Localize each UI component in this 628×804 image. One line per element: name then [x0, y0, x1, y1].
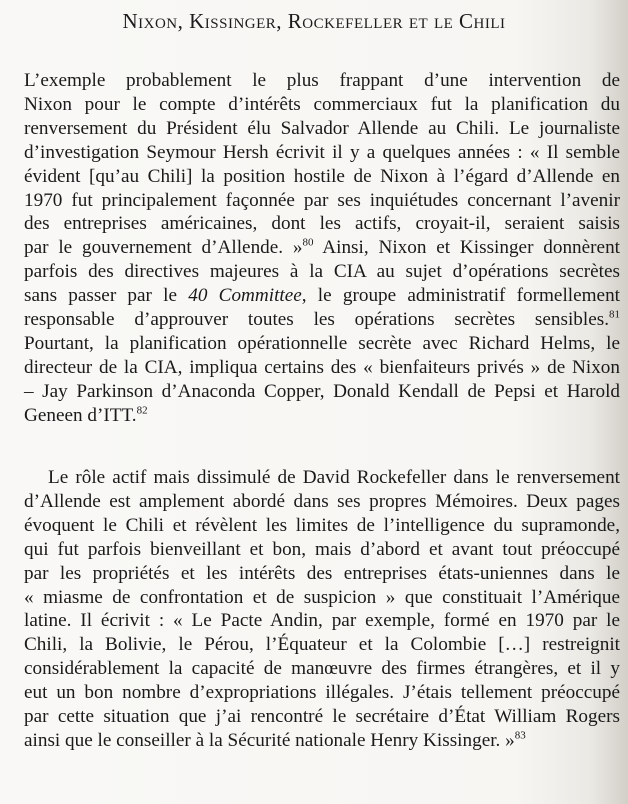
text-line: par les propriétés et les intérêts des entreprises états-uniennes dans le — [24, 562, 620, 584]
text-line: – Jay Parkinson d’Anaconda Copper, Donald Kendall de Pepsi et Harold — [24, 380, 620, 402]
text-line: parfois des directives majeures à la CIA au sujet d’opérations secrètes — [24, 261, 620, 283]
paragraph-1 — [24, 69, 620, 428]
text-line: directeur de la CIA, impliqua certains des « bienfaiteurs privés » de Nixon — [24, 356, 620, 378]
text-line: par cette situation que j’ai rencontré le secrétaire d’État William Rogers — [24, 706, 620, 728]
text-line: évident [qu’au Chili] la position hostile de Nixon à l’égard d’Allende en — [24, 165, 620, 187]
text-line-with-footnote — [24, 236, 620, 260]
paragraph-2 — [24, 466, 620, 753]
text-segment: Ainsi, Nixon et Kissinger donnèrent — [322, 237, 620, 259]
text-line: L’exemple probablement le plus frappant d’une intervention de — [24, 70, 620, 91]
text-segment: Geneen d’ITT. — [24, 404, 137, 426]
text-line: renversement du Président élu Salvador Allende au Chili. Le journaliste — [24, 117, 620, 139]
text-line: latine. Il écrivit : « Le Pacte Andin, par exemple, formé en 1970 par le — [24, 610, 620, 632]
text-line: d’investigation Seymour Hersh écrivit il y a quelques années : « Il semble — [24, 141, 620, 163]
text-segment: sans passer par le — [24, 285, 189, 307]
text-line: qui fut parfois bienveillant et bon, mais d’abord et avant tout préoccupé — [24, 538, 620, 560]
text-line-with-footnote — [24, 308, 620, 332]
text-line: eut un bon nombre d’expropriations illégales. J’étais tellement préoccupé — [24, 682, 620, 704]
text-line: Chili, la Bolivie, le Pérou, l’Équateur et la Colombie […] restreignit — [24, 634, 620, 656]
committee-name: 40 Committee — [188, 285, 302, 307]
footnote-ref: 83 — [514, 729, 526, 742]
text-line-with-italic — [24, 284, 620, 308]
text-segment: ainsi que le conseiller à la Sécurité nationale Henry Kissinger. » — [24, 729, 515, 751]
text-line: considérablement la capacité de manœuvre des firmes étrangères, et il y — [24, 658, 620, 680]
footnote-ref: 80 — [302, 236, 314, 249]
text-segment: par le gouvernement d’Allende. » — [24, 237, 303, 259]
footnote-ref: 81 — [609, 308, 620, 321]
text-segment: , le groupe administratif formellement — [301, 285, 620, 307]
text-line: des entreprises américaines, dont les actifs, croyait-il, seraient saisis — [24, 213, 620, 235]
text-line-with-footnote — [24, 729, 620, 753]
footnote-ref: 82 — [136, 404, 148, 417]
text-line: Le rôle actif mais dissimulé de David Rockefeller dans le renversement — [48, 467, 620, 488]
text-line-with-footnote — [24, 404, 620, 428]
text-segment: responsable d’approuver toutes les opérations secrètes sensibles. — [24, 309, 609, 331]
running-header: Nixon, Kissinger, Rockefeller et le Chili — [122, 9, 506, 33]
text-line: évoquent le Chili et révèlent les limites de l’intelligence du supramonde, — [24, 514, 620, 536]
text-line: « miasme de confrontation et de suspicion » que constituait l’Amérique — [24, 586, 620, 608]
text-line: 1970 fut principalement façonnée par ses inquiétudes concernant l’avenir — [24, 189, 620, 211]
text-line: Pourtant, la planification opérationnelle secrète avec Richard Helms, le — [24, 332, 620, 354]
text-line: Nixon pour le compte d’intérêts commerciaux fut la planification du — [24, 93, 620, 115]
text-line: d’Allende est amplement abordé dans ses propres Mémoires. Deux pages — [24, 490, 620, 512]
